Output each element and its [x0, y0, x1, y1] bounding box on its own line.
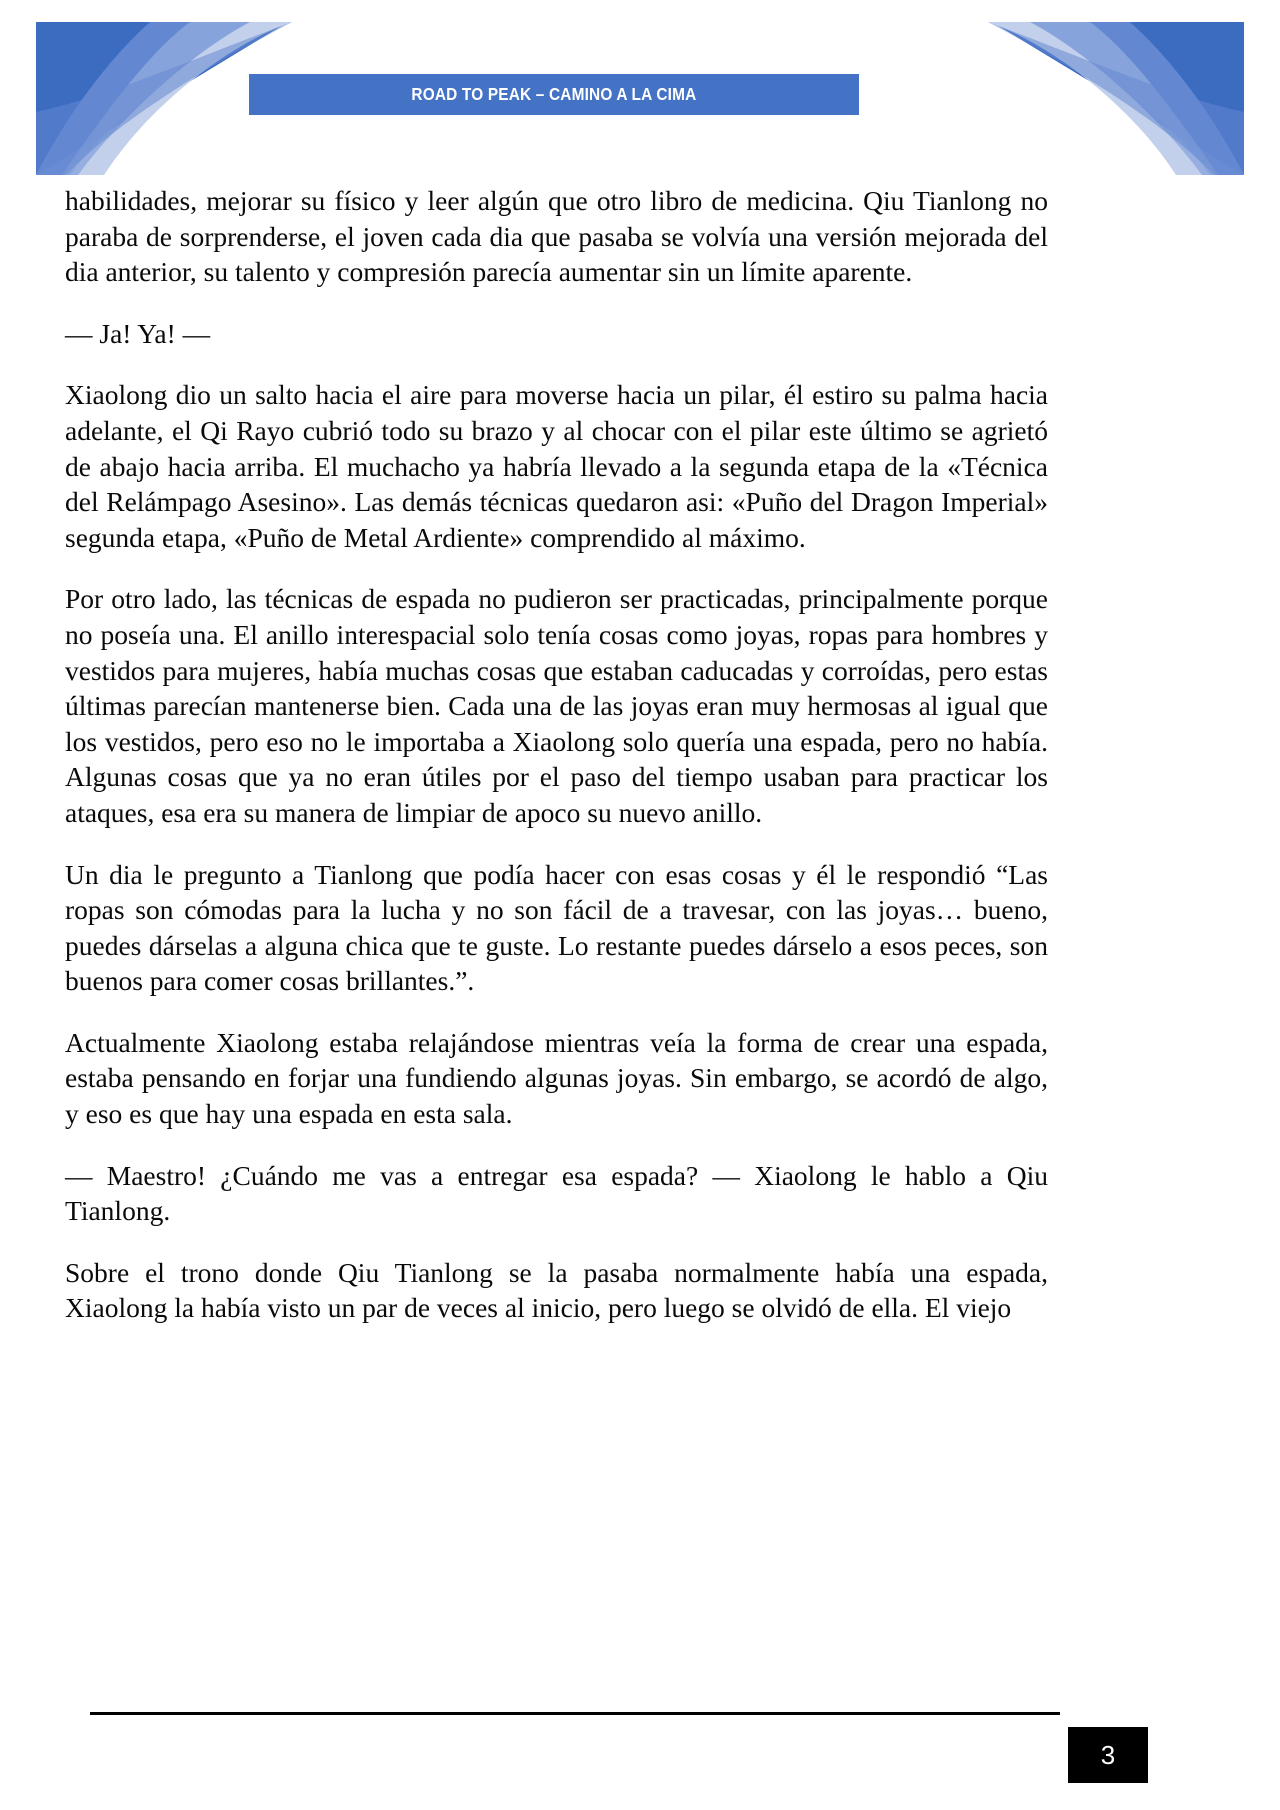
paragraph: Por otro lado, las técnicas de espada no pudieron ser practicadas, principalmente porque no poseía una. El anillo interespacial solo tenía cosas como joyas, ropas para hombres y vestidos para mujeres, había muchas cosas que estaban caducadas y corroídas, pero estas últimas parecían mantenerse bien. Cada una de las joyas eran muy hermosas al igual que los vestidos, pero eso no le importaba a Xiaolong solo quería una espada, pero no había. Algunas cosas que ya no eran útiles por el paso del tiempo usaban para practicar los ataques, esa era su manera de limpiar de apoco su nuevo anillo. [65, 583, 1048, 828]
dialogue-paragraph: — Maestro! ¿Cuándo me vas a entregar esa espada? — Xiaolong le hablo a Qiu Tianlong. [65, 1159, 1048, 1227]
page-number-box [1068, 1727, 1148, 1783]
paragraph: Xiaolong dio un salto hacia el aire para moverse hacia un pilar, él estiro su palma hacia adelante, el Qi Rayo cubrió todo su brazo y al chocar con el pilar este último se agrietó de abajo hacia arriba. El muchacho ya habría llevado a la segunda etapa de la «Técnica del Relámpago Asesino». Las demás técnicas quedaron asi: «Puño del Dragon Imperial» segunda etapa, «Puño de Metal Ardiente» comprendido al máximo. [65, 379, 1048, 553]
header-decoration-right [988, 22, 1244, 175]
document-body [65, 183, 1048, 1326]
paragraph: habilidades, mejorar su físico y leer algún que otro libro de medicina. Qiu Tianlong no paraba de sorprenderse, el joven cada dia que pasaba se volvía una versión mejorada del dia anterior, su talento y compresión parecía aumentar sin un límite aparente. [65, 185, 1048, 288]
footer-divider [90, 1712, 1060, 1715]
paragraph: Actualmente Xiaolong estaba relajándose mientras veía la forma de crear una espada, estaba pensando en forjar una fundiendo algunas joyas. Sin embargo, se acordó de algo, y eso es que hay una espada en esta sala. [65, 1026, 1048, 1130]
dialogue-line: — Ja! Ya! — [65, 317, 211, 349]
page-number-label: 3 [1100, 1740, 1116, 1770]
paragraph: Sobre el trono donde Qiu Tianlong se la pasaba normalmente había una espada, Xiaolong la había visto un par de veces al inicio, pero luego se olvidó de ella. El viejo [65, 1256, 1048, 1324]
title-banner [249, 74, 859, 115]
paragraph: Un dia le pregunto a Tianlong que podía hacer con esas cosas y él le respondió “Las ropas son cómodas para la lucha y no son fácil de a travesar, con las joyas… bueno, puedes dárselas a alguna chica que te guste. Lo restante puedes dárselo a esos peces, son buenos para comer cosas brillantes.”. [65, 858, 1048, 997]
title-banner-label: ROAD TO PEAK – CAMINO A LA CIMA [411, 84, 697, 104]
